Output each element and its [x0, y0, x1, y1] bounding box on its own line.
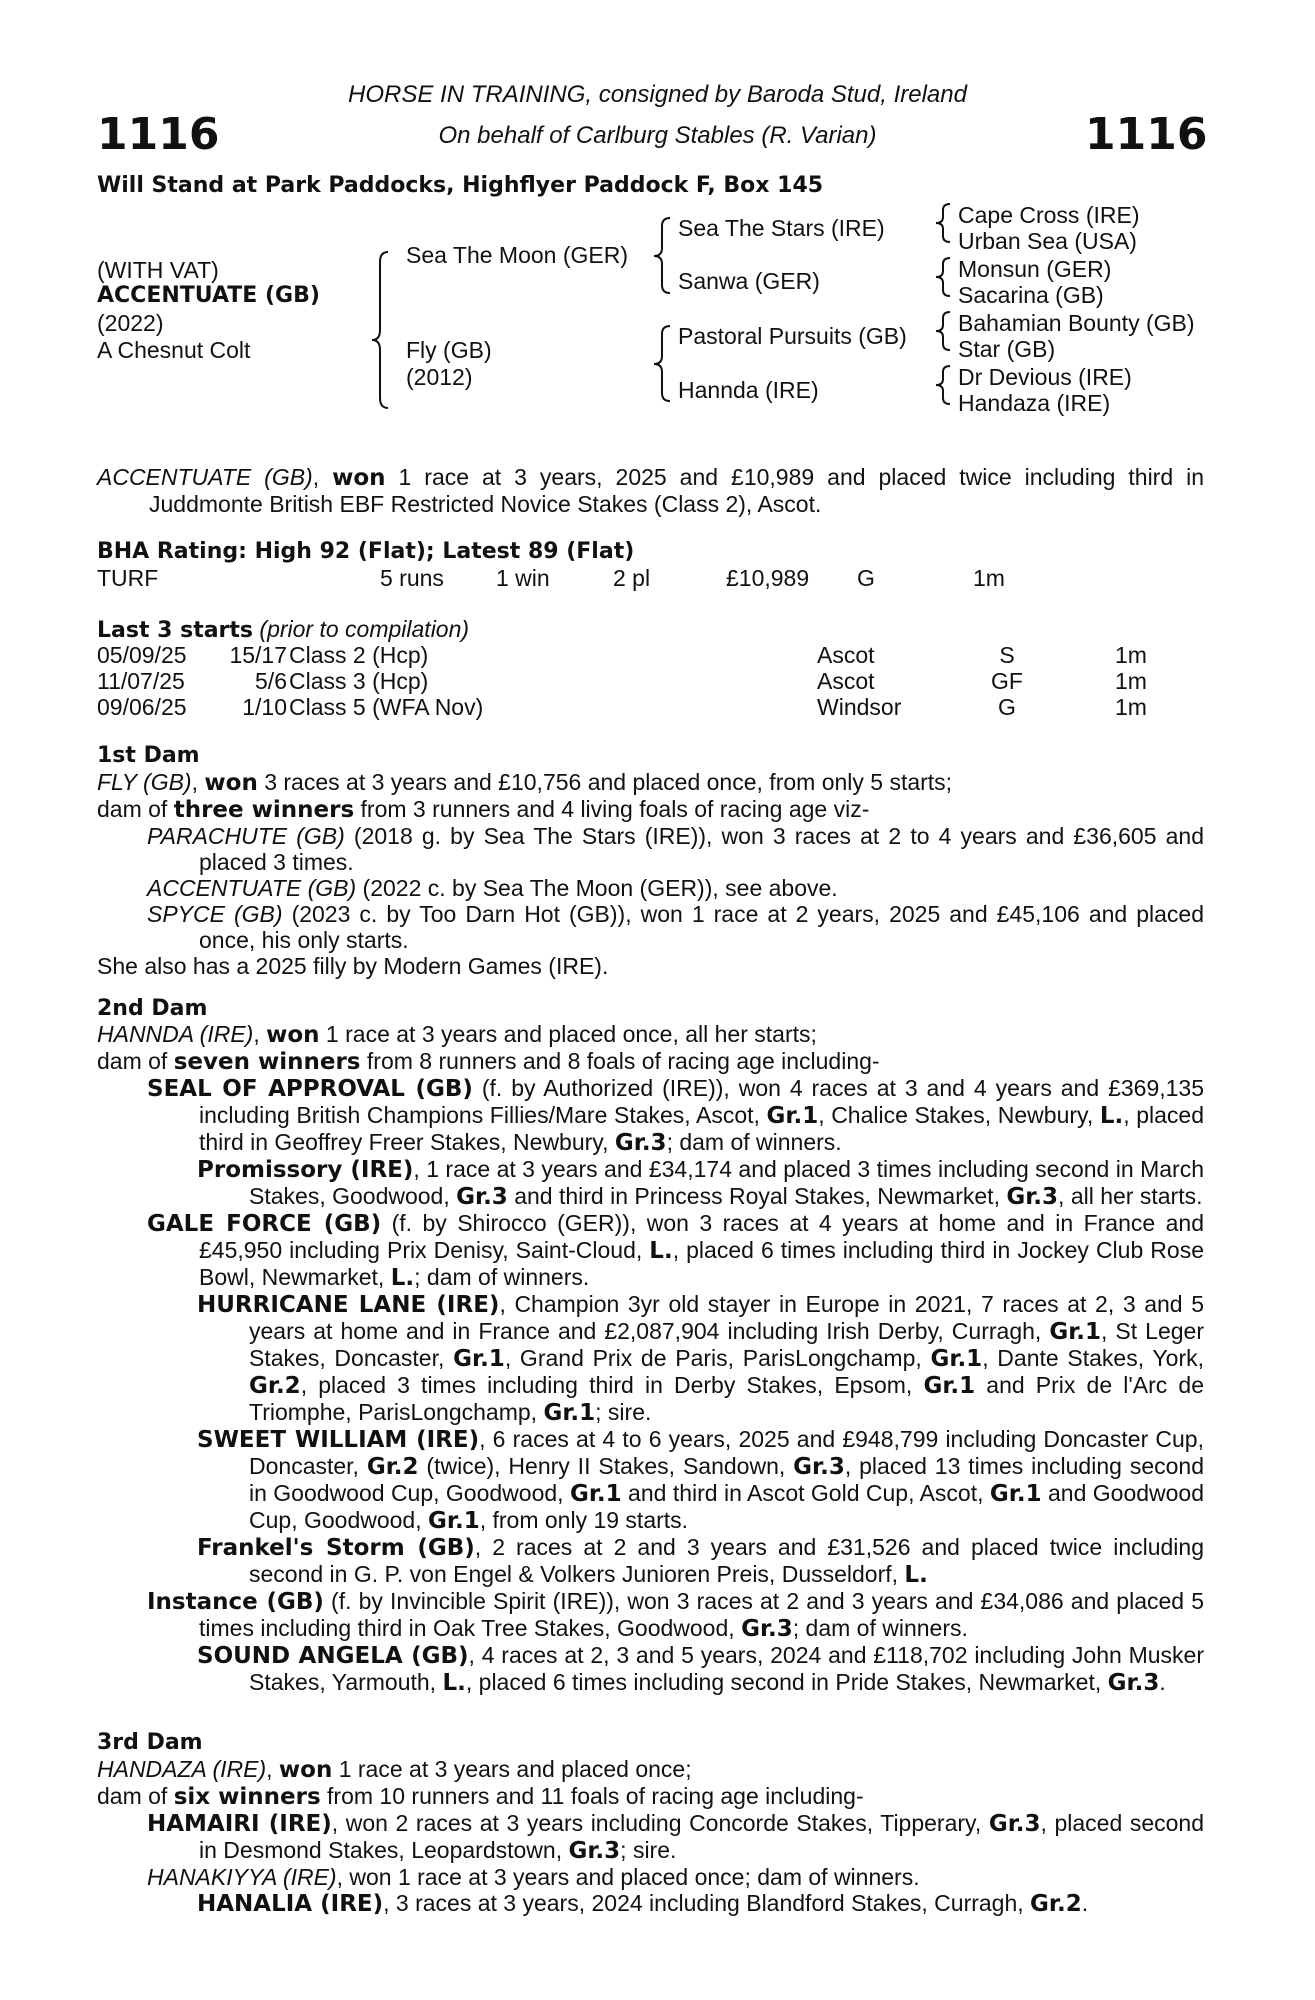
progeny-spyce: SPYCE (GB) — [147, 901, 283, 927]
dam1-name: FLY (GB) — [97, 769, 192, 795]
last-start-cls: Class 2 (Hcp) — [289, 642, 429, 668]
summary-paragraph: ACCENTUATE (GB), won 1 race at 3 years, 2025 and £10,989 and placed twice including third in Juddmonte British EBF Restricted Novice Stakes (Class 2), Ascot. — [97, 464, 1205, 517]
entry-sweet-william: SWEET WILLIAM (IRE), 6 races at 4 to 6 years, 2025 and £948,799 including Doncaster Cup, Doncaster, Gr.2 (twice), Henry II Stakes, Sandown, Gr.3, placed 13 times including second in Goodwood Cup, Goodwood, Gr.1 and third in Ascot Gold Cup, Ascot, Gr.1 and Goodwood Cup, Goodwood, Gr.1, from only 19 starts. — [197, 1426, 1205, 1534]
progeny-accentuate-record: (2022 c. by Sea The Moon (GER)), see above. — [356, 875, 838, 901]
last-start-going: G — [998, 694, 1016, 720]
pedigree-sire-dam: Sanwa (GER) — [678, 268, 820, 294]
last-start-date: 05/09/25 — [97, 642, 187, 668]
dam2-heading: 2nd Dam — [97, 996, 208, 1021]
summary-horse-name: ACCENTUATE (GB) — [97, 464, 313, 490]
dam2-name: HANNDA (IRE) — [97, 1021, 254, 1047]
dam3-won: won — [278, 1757, 333, 1783]
entry-hanakiyya: HANAKIYYA (IRE), won 1 race at 3 years and placed once; dam of winners. — [147, 1864, 920, 1890]
rating-surface: TURF — [97, 565, 159, 591]
dam1-footer: She also has a 2025 filly by Modern Games (IRE). — [97, 953, 609, 979]
dam3-section: HANDAZA (IRE), won 1 race at 3 years and placed once; dam of six winners from 10 runners and 11 foals of racing age including- HAMAIRI (IRE), won 2 races at 3 years including Concorde Stakes, Tipperary, Gr.3, placed second in Desmond Stakes, Leopardstown, Gr.3; sire. HANAKIYYA (IRE), won 1 race at 3 years and placed once; dam of winners. HANALIA (IRE), 3 races at 3 years, 2024 including Blandford Stakes, Curragh, Gr.2. — [97, 1756, 1204, 1917]
dam1-winners: three winners — [173, 797, 355, 823]
dam2-winners: seven winners — [173, 1049, 361, 1075]
progeny-parachute: PARACHUTE (GB) — [147, 823, 345, 849]
dam2-record: 1 race at 3 years and placed once, all her starts; — [319, 1021, 817, 1047]
entry-sound-angela: SOUND ANGELA (GB), 4 races at 2, 3 and 5 years, 2024 and £118,702 including John Musker Stakes, Yarmouth, L., placed 6 times including second in Pride Stakes, Newmarket, Gr.3. — [197, 1642, 1204, 1696]
dam3-winners: six winners — [173, 1784, 321, 1810]
last-start-dist: 1m — [1115, 694, 1147, 720]
last-start-date: 09/06/25 — [97, 694, 187, 720]
last-start-date: 11/07/25 — [97, 668, 185, 694]
last-starts-note: (prior to compilation) — [259, 616, 470, 642]
last-start-pos: 5/6 — [255, 668, 287, 694]
dam2-produce-pre: dam of — [97, 1048, 174, 1074]
dam3-produce-pre: dam of — [97, 1783, 174, 1809]
rating-going: G — [857, 565, 875, 591]
pedigree-dss: Bahamian Bounty (GB) — [958, 310, 1195, 336]
last-start-row — [97, 668, 1207, 694]
entry-instance: Instance (GB) (f. by Invincible Spirit (IRE)), won 3 races at 2 and 3 years and £34,086 and placed 5 times including third in Oak Tree Stakes, Goodwood, Gr.3; dam of winners. — [147, 1588, 1204, 1642]
pedigree-braces — [0, 0, 1315, 440]
pedigree-ddd: Handaza (IRE) — [958, 390, 1111, 416]
last-start-course: Windsor — [817, 694, 902, 720]
entry-gale-force: GALE FORCE (GB) (f. by Shirocco (GER)), won 3 races at 4 years at home and in France and £45,950 including Prix Denisy, Saint-Cloud, L., placed 6 times including third in Jockey Club Rose Bowl, Newmarket, L.; dam of winners. — [147, 1210, 1204, 1291]
dam3-heading: 3rd Dam — [97, 1730, 203, 1755]
entry-promissory: Promissory (IRE), 1 race at 3 years and £34,174 and placed 3 times including second in March Stakes, Goodwood, Gr.3 and third in Princess Royal Stakes, Newmarket, Gr.3, all her starts. — [197, 1156, 1204, 1210]
lot-number-left: 1116 — [97, 109, 220, 160]
dam3-name: HANDAZA (IRE) — [97, 1756, 267, 1782]
pedigree-dam: Fly (GB) — [406, 337, 492, 363]
pedigree-dds: Dr Devious (IRE) — [958, 364, 1132, 390]
last-start-cls: Class 3 (Hcp) — [289, 668, 429, 694]
dam2-won: won — [266, 1022, 320, 1048]
dam1-section: FLY (GB), won 3 races at 3 years and £10,756 and placed once, from only 5 starts; dam of three winners from 3 runners and 4 living foals of racing age viz- PARACHUTE (GB) (2018 g. by Sea The Stars (IRE)), won 3 races at 2 to 4 years and £36,605 and placed 3 times. ACCENTUATE (GB) (2022 c. by Sea The Moon (GER)), see above. SPYCE (GB) (2023 c. by Too Darn Hot (GB)), won 1 race at 2 years, 2025 and £45,106 and placed once, his only starts. She also has a 2025 filly by Modern Games (IRE). — [97, 769, 1204, 979]
progeny-spyce-record: (2023 c. by Too Darn Hot (GB)), won 1 race at 2 years, 2025 and £45,106 and placed once, his only starts. — [199, 901, 1204, 953]
entry-frankels-storm: Frankel's Storm (GB), 2 races at 2 and 3 years and £31,526 and placed twice including second in G. P. von Engel & Volkers Junioren Preis, Dusseldorf, L. — [197, 1534, 1204, 1588]
last-start-dist: 1m — [1115, 668, 1147, 694]
on-behalf-line: On behalf of Carlburg Stables (R. Varian) — [438, 122, 877, 149]
entry-hurricane-lane: HURRICANE LANE (IRE), Champion 3yr old stayer in Europe in 2021, 7 races at 2, 3 and 5 years at home and in France and £2,087,904 including Irish Derby, Curragh, Gr.1, St Leger Stakes, Doncaster, Gr.1, Grand Prix de Paris, ParisLongchamp, Gr.1, Dante Stakes, York, Gr.2, placed 3 times including third in Derby Stakes, Epsom, Gr.1 and Prix de l'Arc de Triomphe, ParisLongchamp, Gr.1; sire. — [197, 1291, 1205, 1426]
horse-description: A Chesnut Colt — [97, 337, 251, 363]
dam1-heading: 1st Dam — [97, 743, 200, 768]
entry-hamairi: HAMAIRI (IRE), won 2 races at 3 years including Concorde Stakes, Tipperary, Gr.3, placed second in Desmond Stakes, Leopardstown, Gr.3; sire. — [147, 1810, 1204, 1864]
pedigree-sdd: Sacarina (GB) — [958, 282, 1104, 308]
lot-number-right: 1116 — [1085, 109, 1208, 160]
pedigree-sds: Monsun (GER) — [958, 256, 1112, 282]
summary-won: won — [332, 465, 386, 491]
pedigree-dsd: Star (GB) — [958, 336, 1056, 362]
last-start-going: GF — [991, 668, 1023, 694]
pedigree-sss: Cape Cross (IRE) — [958, 202, 1140, 228]
pedigree-ssd: Urban Sea (USA) — [958, 228, 1137, 254]
dam2-produce-rest: from 8 runners and 8 foals of racing age including- — [360, 1048, 880, 1074]
horse-year: (2022) — [97, 310, 164, 336]
dam1-produce-rest: from 3 runners and 4 living foals of racing age viz- — [354, 796, 870, 822]
rating-wins: 1 win — [496, 565, 550, 591]
pedigree-dam-sire: Pastoral Pursuits (GB) — [678, 323, 907, 349]
pedigree-dam-year: (2012) — [406, 364, 473, 390]
dam3-produce-rest: from 10 runners and 11 foals of racing age including- — [320, 1783, 864, 1809]
rating-runs: 5 runs — [380, 565, 444, 591]
dam1-won: won — [204, 770, 258, 796]
vat-label: (WITH VAT) — [97, 257, 219, 283]
last-start-course: Ascot — [817, 642, 875, 668]
last-start-course: Ascot — [817, 668, 875, 694]
last-start-going: S — [999, 642, 1015, 668]
entry-hanalia: HANALIA (IRE), 3 races at 3 years, 2024 including Blandford Stakes, Curragh, Gr.2. — [197, 1890, 1089, 1917]
summary-text: 1 race at 3 years, 2025 and £10,989 and placed twice including third in Juddmonte British EBF Restricted Novice Stakes (Class 2), Ascot. — [149, 464, 1205, 517]
dam1-record: 3 races at 3 years and £10,756 and placed once, from only 5 starts; — [257, 769, 953, 795]
last-start-cls: Class 5 (WFA Nov) — [289, 694, 484, 720]
rating-heading: BHA Rating: High 92 (Flat); Latest 89 (Flat) — [97, 539, 635, 564]
entry-seal-of-approval: SEAL OF APPROVAL (GB) (f. by Authorized (IRE)), won 4 races at 3 and 4 years and £369,135 including British Champions Fillies/Mare Stakes, Ascot, Gr.1, Chalice Stakes, Newbury, L., placed third in Geoffrey Freer Stakes, Newbury, Gr.3; dam of winners. — [147, 1075, 1204, 1156]
rating-distance: 1m — [973, 565, 1005, 591]
last-starts-heading — [97, 616, 469, 644]
horse-name: ACCENTUATE (GB) — [97, 283, 320, 308]
last-start-dist: 1m — [1115, 642, 1147, 668]
progeny-parachute-record: (2018 g. by Sea The Stars (IRE)), won 3 races at 2 to 4 years and £36,605 and placed 3 times. — [199, 823, 1204, 875]
last-start-pos: 1/10 — [242, 694, 287, 720]
rating-placed: 2 pl — [613, 565, 651, 591]
progeny-accentuate: ACCENTUATE (GB) — [147, 875, 357, 901]
dam1-produce-pre: dam of — [97, 796, 174, 822]
consignor-line: HORSE IN TRAINING, consigned by Baroda Stud, Ireland — [348, 81, 967, 108]
dam3-record: 1 race at 3 years and placed once; — [332, 1756, 692, 1782]
rating-row — [97, 565, 1197, 591]
last-start-row — [97, 694, 1207, 720]
last-start-row — [97, 642, 1207, 668]
pedigree-sire-sire: Sea The Stars (IRE) — [678, 215, 885, 241]
stand-location: Will Stand at Park Paddocks, Highflyer Paddock F, Box 145 — [97, 173, 824, 198]
dam2-section: HANNDA (IRE), won 1 race at 3 years and placed once, all her starts; dam of seven winners from 8 runners and 8 foals of racing age including- SEAL OF APPROVAL (GB) (f. by Authorized (IRE)), won 4 races at 3 and 4 years and £369,135 including British Champions Fillies/Mare Stakes, Ascot, Gr.1, Chalice Stakes, Newbury, L., placed third in Geoffrey Freer Stakes, Newbury, Gr.3; dam of winners. Promissory (IRE), 1 race at 3 years and £34,174 and placed 3 times including second in March Stakes, Goodwood, Gr.3 and third in Princess Royal Stakes, Newmarket, Gr.3, all her starts. GALE FORCE (GB) (f. by Shirocco (GER)), won 3 races at 4 years at home and in France and £45,950 including Prix Denisy, Saint-Cloud, L., placed 6 times including third in Jockey Club Rose Bowl, Newmarket, L.; dam of winners. HURRICANE LANE (IRE), Champion 3yr old stayer in Europe in 2021, 7 races at 2, 3 and 5 years at home and in France and £2,087,904 including Irish Derby, Curragh, Gr.1, St Leger Stakes, Doncaster, Gr.1, Grand Prix de Paris, ParisLongchamp, Gr.1, Dante Stakes, York, Gr.2, placed 3 times including third in Derby Stakes, Epsom, Gr.1 and Prix de l'Arc de Triomphe, ParisLongchamp, Gr.1; sire. SWEET WILLIAM (IRE), 6 races at 4 to 6 years, 2025 and £948,799 including Doncaster Cup, Doncaster, Gr.2 (twice), Henry II Stakes, Sandown, Gr.3, placed 13 times including second in Goodwood Cup, Goodwood, Gr.1 and third in Ascot Gold Cup, Ascot, Gr.1 and Goodwood Cup, Goodwood, Gr.1, from only 19 starts. Frankel's Storm (GB), 2 races at 2 and 3 years and £31,526 and placed twice including second in G. P. von Engel & Volkers Junioren Preis, Dusseldorf, L. Instance (GB) (f. by Invincible Spirit (IRE)), won 3 races at 2 and 3 years and £34,086 and placed 5 times including third in Oak Tree Stakes, Goodwood, Gr.3; dam of winners. SOUND ANGELA (GB), 4 races at 2, 3 and 5 years, 2024 and £118,702 including John Musker Stakes, Yarmouth, L., placed 6 times including second in Pride Stakes, Newmarket, Gr.3. — [97, 1021, 1205, 1696]
pedigree-sire: Sea The Moon (GER) — [406, 242, 629, 268]
pedigree-dam-dam: Hannda (IRE) — [678, 377, 819, 403]
last-start-pos: 15/17 — [229, 642, 287, 668]
rating-earnings: £10,989 — [726, 565, 810, 591]
last-starts-title: Last 3 starts — [97, 618, 254, 643]
